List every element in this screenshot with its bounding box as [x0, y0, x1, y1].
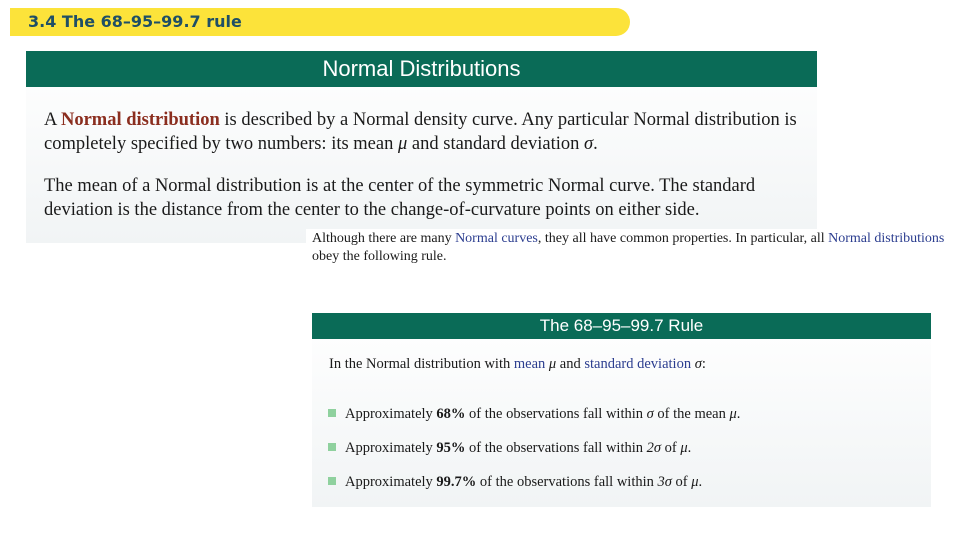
text-run: of: [671, 474, 692, 490]
text-run: and: [556, 356, 585, 372]
text-run: Although there are many: [312, 231, 456, 246]
text-run: Approximately: [345, 406, 437, 422]
text-run: :: [701, 356, 706, 372]
mu-symbol: μ: [397, 134, 408, 154]
sigma-symbol: 2σ: [646, 440, 662, 456]
rule-bullet-95: [328, 440, 691, 457]
normal-distributions-link[interactable]: Normal distributions: [828, 231, 945, 246]
sigma-symbol: σ: [646, 406, 654, 422]
note-text: [306, 229, 958, 267]
rule-bullet-68: [328, 406, 740, 423]
text-run: of the mean: [653, 406, 730, 422]
text-run: Approximately: [345, 440, 437, 456]
normal-distributions-box: [26, 51, 817, 243]
percent-value: 99.7%: [436, 474, 477, 490]
text-run: , they all have common properties. In particular, all: [537, 231, 829, 246]
rule-bullet-99-7: [328, 474, 702, 491]
standard-deviation-link[interactable]: standard deviation: [584, 356, 692, 372]
box-header: [26, 51, 817, 87]
sigma-symbol: 3σ: [657, 474, 672, 490]
percent-value: 95%: [436, 440, 466, 456]
section-title-bar: [10, 8, 630, 36]
bullet-square-icon: [328, 477, 336, 485]
sigma-symbol: σ: [584, 134, 594, 154]
box-title: Normal Distributions: [322, 56, 521, 81]
mu-symbol: μ: [680, 440, 688, 456]
text-run: of the observations fall within: [465, 406, 647, 422]
normal-curves-link[interactable]: Normal curves: [455, 231, 538, 246]
mu-symbol: μ: [729, 406, 737, 422]
text-run: of the observations fall within: [465, 440, 647, 456]
text-run: is described by a Normal density curve. Any particular Normal distribution is completely specified by two numbers: its mean: [44, 110, 797, 154]
bullet-square-icon: [328, 409, 336, 417]
section-title: 3.4 The 68–95–99.7 rule: [28, 12, 242, 31]
text-run: A: [44, 110, 61, 130]
text-run: .: [698, 474, 703, 490]
percent-value: 68%: [436, 406, 466, 422]
bullet-square-icon: [328, 443, 336, 451]
definition-paragraph: [44, 108, 797, 156]
text-run: .: [687, 440, 692, 456]
text-run: Approximately: [345, 474, 437, 490]
text-run: .: [593, 134, 598, 154]
box-header: [312, 313, 931, 339]
key-term: Normal distribution: [60, 110, 220, 130]
sigma-symbol: σ: [694, 356, 702, 372]
mu-symbol: μ: [548, 356, 557, 372]
text-run: of the observations fall within: [476, 474, 658, 490]
rule-box: [312, 313, 931, 507]
mean-sd-paragraph: The mean of a Normal distribution is at the center of the symmetric Normal curve. The standard deviation is the distance from the center to the change-of-curvature points on either side.: [44, 176, 756, 220]
mu-symbol: μ: [691, 474, 699, 490]
box-title: The 68–95–99.7 Rule: [539, 316, 704, 335]
text-run: and standard deviation: [407, 134, 585, 154]
text-run: obey the following rule.: [312, 249, 447, 264]
text-run: In the Normal distribution with: [329, 356, 514, 372]
text-run: .: [736, 406, 741, 422]
text-run: of: [661, 440, 681, 456]
mean-link[interactable]: mean: [513, 356, 546, 372]
rule-intro: [329, 356, 706, 373]
